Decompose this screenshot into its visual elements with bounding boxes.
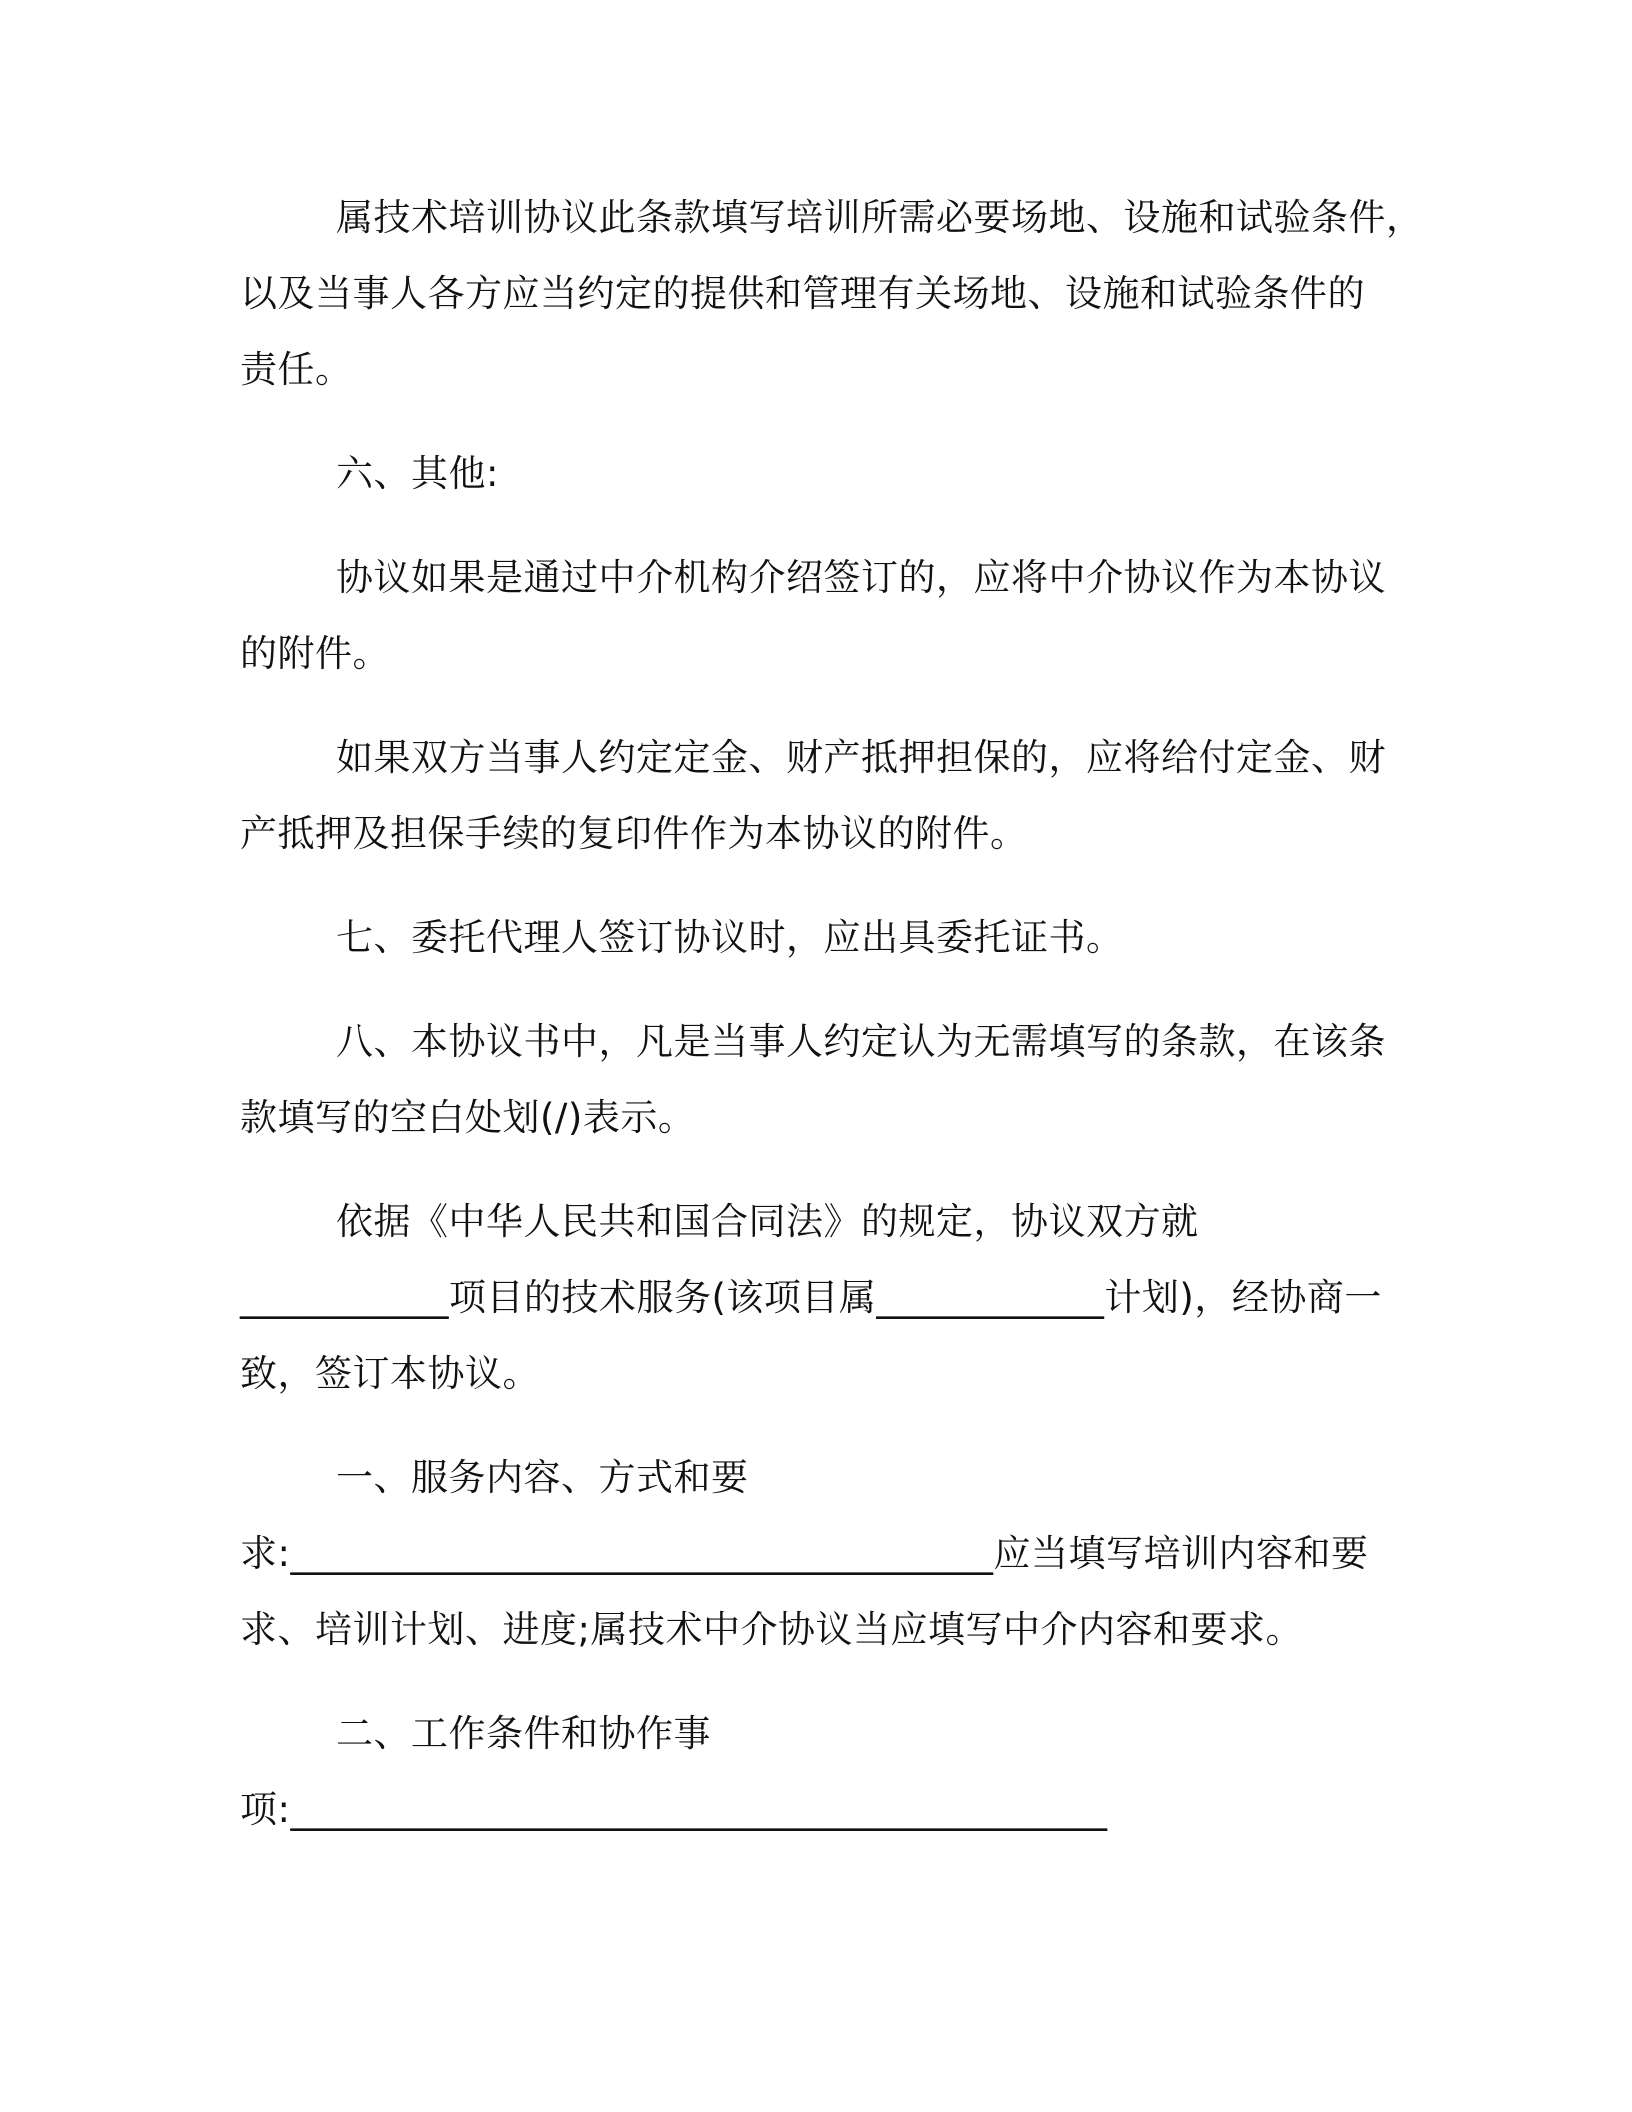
paragraph-line: 属技术培训协议此条款填写培训所需必要场地、设施和试验条件， [336,196,1424,239]
section-heading: 六、其他: [336,452,499,495]
paragraph-line: 依据《中华人民共和国合同法》的规定，协议双方就 [336,1200,1199,1243]
section-heading: 七、委托代理人签订协议时，应出具委托证书。 [336,916,1124,959]
section-heading: 八、本协议书中，凡是当事人约定认为无需填写的条款，在该条 [336,1020,1386,1063]
paragraph-line: 责任。 [240,348,353,391]
fill-in-line: 求:_____________________________________应当填写培训内容和要 [240,1532,1369,1575]
paragraph-line: 致，签订本协议。 [240,1352,540,1395]
section-heading: 二、工作条件和协作事 [336,1712,711,1755]
paragraph-line: 如果双方当事人约定定金、财产抵押担保的，应将给付定金、财 [336,736,1386,779]
fill-in-line: 项:___________________________________________ [240,1788,1108,1831]
fill-in-line: ___________项目的技术服务(该项目属____________计划)，经协商一 [240,1276,1382,1319]
paragraph-line: 协议如果是通过中介机构介绍签订的，应将中介协议作为本协议 [336,556,1386,599]
paragraph-line: 的附件。 [240,632,390,675]
paragraph-line: 款填写的空白处划(/)表示。 [240,1096,696,1139]
paragraph-line: 产抵押及担保手续的复印件作为本协议的附件。 [240,812,1028,855]
paragraph-line: 以及当事人各方应当约定的提供和管理有关场地、设施和试验条件的 [240,272,1365,315]
section-heading: 一、服务内容、方式和要 [336,1456,749,1499]
paragraph-line: 求、培训计划、进度;属技术中介协议当应填写中介内容和要求。 [240,1608,1303,1651]
